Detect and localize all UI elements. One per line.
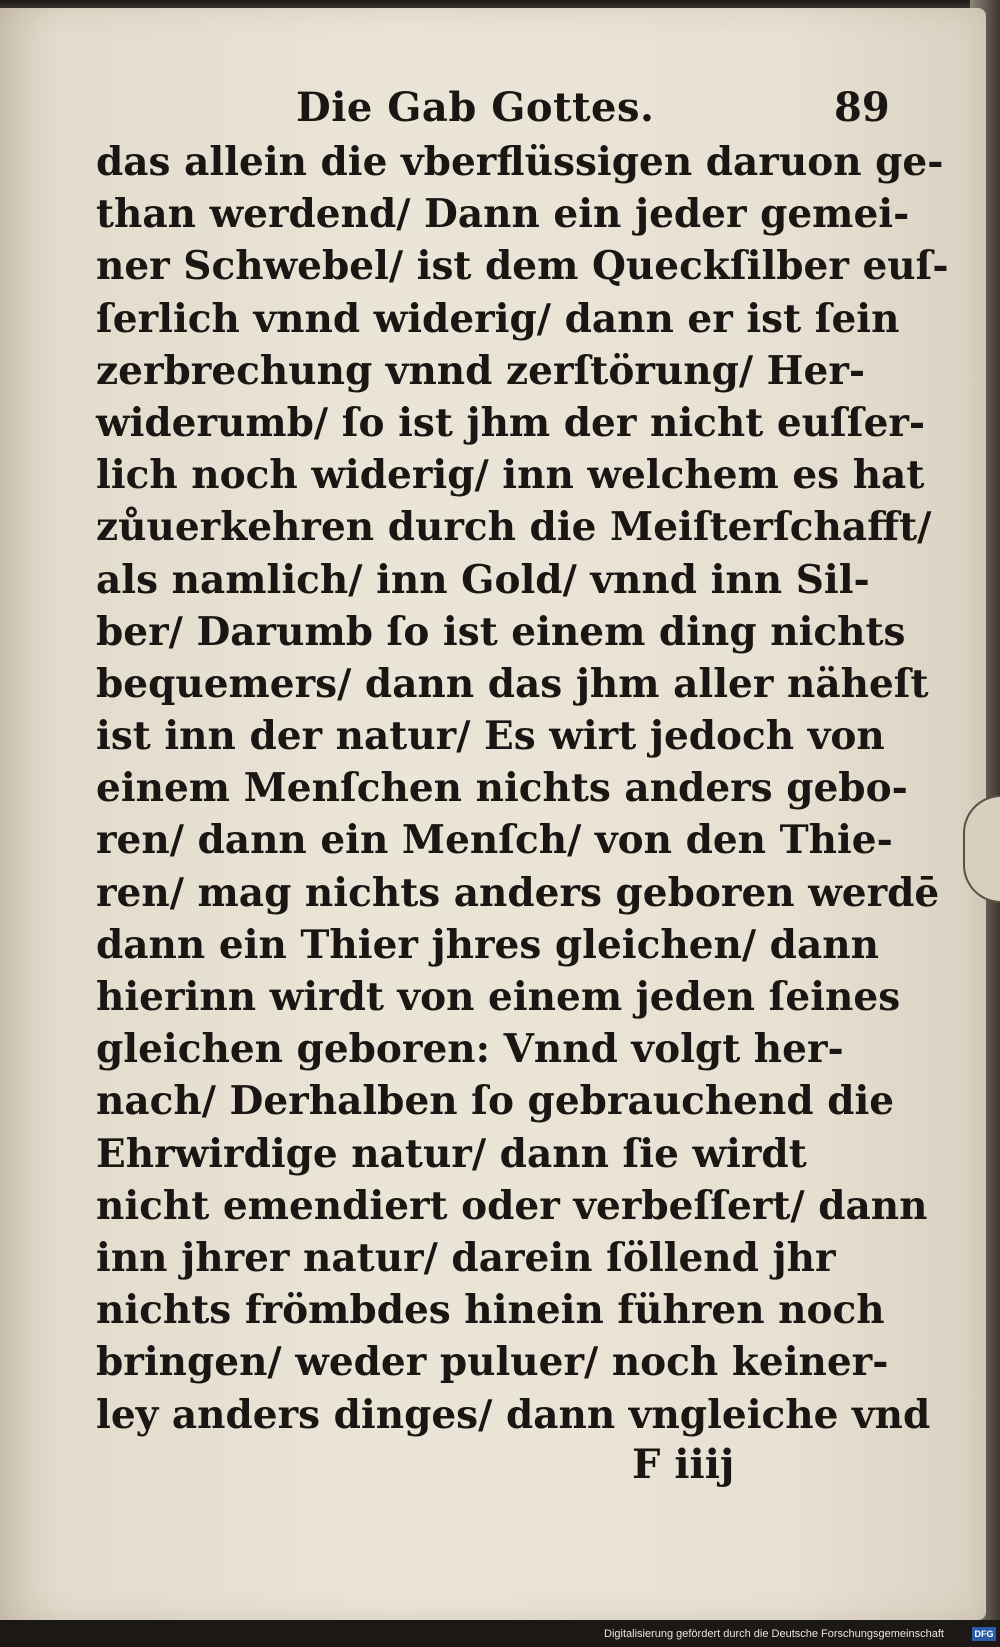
running-title: Die Gab Gottes. (296, 84, 655, 131)
signature-mark: F iiij (632, 1440, 735, 1488)
page-text-block (96, 80, 949, 1493)
text-line: lich noch widerig/ inn welchem es hat (96, 452, 925, 499)
text-line: zerbrechung vnnd zerſtörung/ Her- (96, 347, 866, 394)
page-number: 89 (834, 84, 890, 131)
text-line: widerumb/ ſo ist jhm der nicht euſſer- (96, 399, 926, 446)
text-line: als namlich/ inn Gold/ vnnd inn Sil- (96, 556, 870, 603)
text-line: ren/ dann ein Menſch/ von den Thie- (96, 817, 893, 864)
text-line: einem Menſchen nichts anders gebo- (96, 765, 908, 812)
text-line: ley anders dinges/ dann vngleiche vnd (96, 1391, 931, 1438)
text-line: ist inn der natur/ Es wirt jedoch von (96, 713, 885, 760)
text-line: nicht emendiert oder verbeſſert/ dann (96, 1182, 928, 1229)
text-line: ber/ Darumb ſo ist einem ding nichts (96, 608, 906, 655)
signature-row (96, 1441, 896, 1493)
text-line: nach/ Derhalben ſo gebrauchend die (96, 1078, 895, 1125)
digitization-credit: Digitalisierung gefördert durch die Deutsche Forschungsgemeinschaft (604, 1628, 944, 1640)
running-head (96, 80, 896, 132)
text-line: nichts frömbdes hinein führen noch (96, 1287, 885, 1334)
text-line: gleichen geboren: Vnnd volgt her- (96, 1026, 844, 1073)
text-line: bequemers/ dann das jhm aller näheſt (96, 660, 929, 707)
text-line: dann ein Thier jhres gleichen/ dann (96, 921, 879, 968)
text-line: ner Schwebel/ ist dem Queckſilber euſ- (96, 243, 949, 290)
text-line: ren/ mag nichts anders geboren werdē (96, 869, 940, 916)
text-line: bringen/ weder puluer/ noch keiner- (96, 1339, 889, 1386)
text-line: inn jhrer natur/ darein ſöllend jhr (96, 1234, 836, 1281)
text-line: ſerlich vnnd widerig/ dann er ist ſein (96, 295, 900, 342)
body-text (96, 136, 949, 1441)
book-page (0, 8, 986, 1620)
dfg-logo: DFG (972, 1627, 996, 1641)
text-line: Ehrwirdige natur/ dann ſie wirdt (96, 1130, 807, 1177)
text-line: das allein die vberflüssigen daruon ge- (96, 139, 944, 185)
text-line: zůuerkehren durch die Meiſterſchafft/ (96, 504, 932, 551)
text-line: than werdend/ Dann ein jeder gemei- (96, 191, 910, 238)
text-line: hierinn wirdt von einem jeden ſeines (96, 974, 901, 1020)
